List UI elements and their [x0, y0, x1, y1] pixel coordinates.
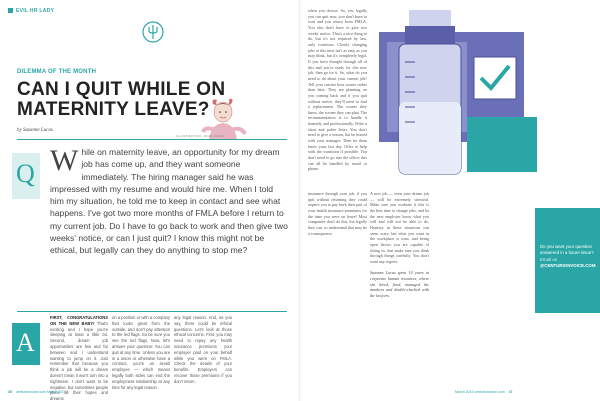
answer-column-3: [174, 315, 232, 385]
answer-text: That's exciting and I hope you're sleeping at least a little bit. Second, dream job opportunities are few and far between and I understand wanting to jump on it. Just remember that because you think a job will be a dream doesn't mean it won't turn into a nightmare. I don't want to be negative, but sometimes people place all their hopes and dreams: [50, 320, 108, 401]
byline: by Suzanne Lucas: [17, 128, 53, 133]
page-gutter: [299, 0, 301, 401]
article-column-3: [370, 191, 429, 298]
callout-question: Do you want your question answered in a future issue?: [540, 244, 594, 255]
question-body: hile on maternity leave, an opportunity for my dream job has come up, and they want someone immediately. The hiring manager said he was impressed with my resume and would hire me. When I told him my situation, he told me to keep in contact and see what happens. I've got two more months of FMLA before I return to my current job. Do I have to go back to work and then give two weeks' notice, or can I just quit? I know this might not be ethical, but legally can they do anything to stop me?: [50, 147, 288, 256]
article-text: A new job — even your dream job — will be extremely stressful. Make sure you evaluate if this is the best time to change jobs, and let the new employer know what you will and will not be able to do. Honesty in these situations can seem scary, but what you want in the workplace is trust, and being open shows you are capable of fitting in. Just make sure you think through things carefully. You don't want any regrets.: [370, 191, 429, 264]
trident-logo-icon: [142, 21, 164, 43]
callout-email-link[interactable]: @CENTURIONVOICE.COM: [540, 263, 596, 268]
answer-lead: FIRST, CONGRATULATIONS ON THE NEW BABY!: [50, 315, 108, 326]
question-marker: [12, 153, 40, 199]
question-letter: Q: [16, 159, 35, 188]
footer-text: centurionvoice.com March 2019: [15, 390, 66, 394]
illustration-credit: ILLUSTRATION: JOHN ORAM: [176, 134, 224, 138]
section-square-icon: [8, 8, 13, 13]
divider: [17, 311, 287, 312]
footer-right: [455, 390, 513, 394]
section-tag-label: EVIL HR LADY: [16, 8, 55, 14]
footer-left: [8, 390, 66, 394]
section-tag: [8, 8, 54, 14]
callout-prompt: Email us: [540, 257, 557, 262]
kicker: DILEMMA OF THE MONTH: [17, 69, 97, 75]
answer-column-1: [50, 315, 108, 401]
author-bio: Suzanne Lucas spent 10 years in corporate human resources, where she hired, fired, managed the numbers and double-checked with the lawyers.: [370, 270, 429, 298]
question-text: [50, 146, 288, 257]
answer-letter: A: [16, 328, 35, 357]
footer-text: March 2019 centurionvoice.com: [455, 390, 505, 394]
article-column-2: insurance through your job, if you quit without returning they could require you to pay back their part of your health insurance premiums for the time you were on leave! Most companies don't do this, but legally they can, so understand that may be a consequence.: [308, 191, 367, 236]
page-number: 36: [8, 390, 12, 394]
answer-text: any legal reason. And, as you say, there could be ethical questions. Let's look at those ethical concerns. First, you may need to repay any health insurance premiums your employer paid on your behalf while you were on FMLA. Check the details of your benefits. Employers can recover those premiums if you don't return.: [174, 315, 232, 384]
divider: [17, 139, 287, 140]
baby-bottle-illustration-icon: [369, 2, 539, 187]
question-dropcap: W: [50, 144, 79, 177]
page-title: CAN I QUIT WHILE ON MATERNITY LEAVE?: [17, 79, 226, 120]
page-number: 37: [508, 390, 513, 394]
answer-marker: [12, 323, 40, 365]
answer-text: on a position or with a company that looks great from the outside, and don't pay attention to the red flags. So be sure you see the red flags. Now, let's answer your question: You can quit at any time. Unless you are in a union or otherwise have a contract, you're an at-will employee — which means legally both sides can end the employment relationship at any time for any legal reason.: [112, 315, 170, 390]
answer-column-2: [112, 315, 170, 390]
article-column-1: when you choose. So, yes, legally you can quit now, you don't have to wait and you return from FMLA. You also don't have to give two weeks' notice. That's a nice thing to do, but it's not required by law, only courteous. Clearly changing jobs at this time isn't as easy as you may think, but it's completely legal. If you have thought through all of this and you're ready for this new job, then go for it. So, what do you need to do about your current job? Tell your current boss sooner rather than later. They are planning on you coming back and if you quit without notice, they'll need to find a replacement. The sooner they know, the sooner they can plan. The recommendation is to handle it honestly and professionally. Write a short and polite letter. You don't need to give a reason, but be honest with your manager. Then let them know your last day. Offer to help with the transition if possible. You don't need to go into the office; this can all be handled by email or phone.: [308, 8, 368, 172]
